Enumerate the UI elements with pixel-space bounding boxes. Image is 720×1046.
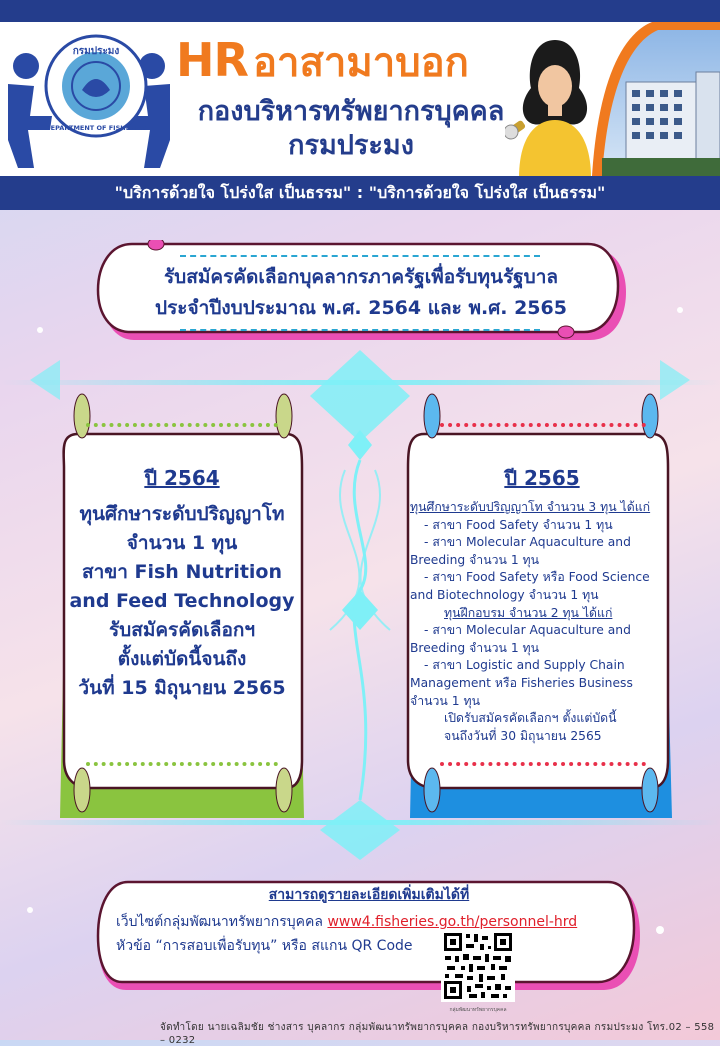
credit-line: จัดทำโดย นายเฉลิมชัย ช่างสาร บุคลากร กลุ่มพัฒนาทรัพยากรบุคคล กองบริหารทรัพยากรบุคคล กรมประมง โทร.02 – 558 – 0232 (160, 1022, 715, 1046)
banner-dashed-bottom (180, 329, 540, 331)
top-bar (0, 0, 720, 22)
left-dotted-bottom (86, 762, 278, 766)
right-closing-1: เปิดรับสมัครคัดเลือกฯ ตั้งแต่บัดนี้ (444, 711, 617, 726)
right-dotted-top (440, 423, 646, 427)
right-item-cont: Breeding จำนวน 1 ทุน (410, 552, 540, 567)
banner-text (96, 262, 626, 324)
left-line: จำนวน 1 ทุน (126, 532, 238, 554)
right-year-title: ปี 2565 (504, 466, 580, 490)
right-scroll-body (410, 499, 672, 745)
left-dotted-top (86, 423, 278, 427)
info-website-prefix: เว็บไซต์กลุ่มพัฒนาทรัพยากรบุคคล (116, 914, 328, 930)
banner-line-1: รับสมัครคัดเลือกบุคลากรภาครัฐเพื่อรับทุนรัฐบาล (163, 266, 559, 288)
division-name (176, 95, 526, 163)
logo-top-text: กรมประมง (72, 46, 120, 57)
right-item-cont: จำนวน 1 ทุน (410, 693, 480, 708)
title-thai: อาสามาบอก (253, 40, 469, 86)
left-line: รับสมัครคัดเลือกฯ (108, 619, 256, 641)
right-heading-1: ทุนศึกษาระดับปริญญาโท จำนวน 3 ทุน ได้แก่ (410, 500, 651, 514)
slogan-bar: "บริการด้วยใจ โปร่งใส เป็นธรรม" : "บริการด้วยใจ โปร่งใส เป็นธรรม" (0, 176, 720, 210)
left-line: วันที่ 15 มิถุนายน 2565 (78, 677, 286, 699)
left-line: ตั้งแต่บัดนี้จนถึง (117, 648, 247, 670)
right-item: - สาขา Food Safety หรือ Food Science (424, 570, 650, 585)
left-line: and Feed Technology (69, 590, 295, 612)
info-heading: สามารถดูรายละเอียดเพิ่มเติมได้ที่ (268, 887, 470, 903)
logo-bottom-text: DEPARTMENT OF FISHERIES (45, 124, 147, 132)
left-line: ทุนศึกษาระดับปริญญาโท (79, 503, 285, 525)
left-line: สาขา Fish Nutrition (81, 561, 283, 583)
left-year-title: ปี 2564 (144, 466, 220, 490)
hr-label: HR (176, 33, 248, 87)
right-item-cont: and Biotechnology จำนวน 1 ทุน (410, 587, 599, 602)
page-title (176, 30, 469, 94)
right-heading-2: ทุนฝึกอบรม จำนวน 2 ทุน ได้แก่ (444, 605, 613, 620)
qr-caption: กลุ่มพัฒนาทรัพยากรบุคคล (449, 1007, 507, 1013)
right-closing-2: จนถึงวันที่ 30 มิถุนายน 2565 (444, 728, 602, 743)
qr-code[interactable] (441, 930, 515, 1002)
right-dotted-bottom (440, 762, 646, 766)
right-item-cont: Management หรือ Fisheries Business (410, 675, 633, 690)
banner-dashed-top (180, 255, 540, 257)
building-photo (592, 22, 720, 176)
division-line-2: กรมประมง (288, 130, 414, 161)
website-link[interactable]: www4.fisheries.go.th/personnel-hrd (327, 914, 578, 930)
right-item: - สาขา Food Safety จำนวน 1 ทุน (424, 517, 613, 532)
left-scroll-body (62, 500, 302, 703)
right-item: - สาขา Molecular Aquaculture and (424, 623, 631, 638)
right-item: - สาขา Logistic and Supply Chain (424, 658, 625, 673)
header (0, 0, 720, 210)
department-logo (44, 34, 148, 138)
right-item: - สาขา Molecular Aquaculture and (424, 535, 631, 550)
info-topic-line: หัวข้อ “การสอบเพื่อรับทุน” หรือ สแกน QR Code (116, 938, 413, 954)
banner-line-2: ประจำปีงบประมาณ พ.ศ. 2564 และ พ.ศ. 2565 (155, 297, 567, 319)
right-item-cont: Breeding จำนวน 1 ทุน (410, 640, 540, 655)
division-line-1: กองบริหารทรัพยากรบุคคล (197, 96, 505, 127)
presenter-illustration (505, 28, 605, 178)
